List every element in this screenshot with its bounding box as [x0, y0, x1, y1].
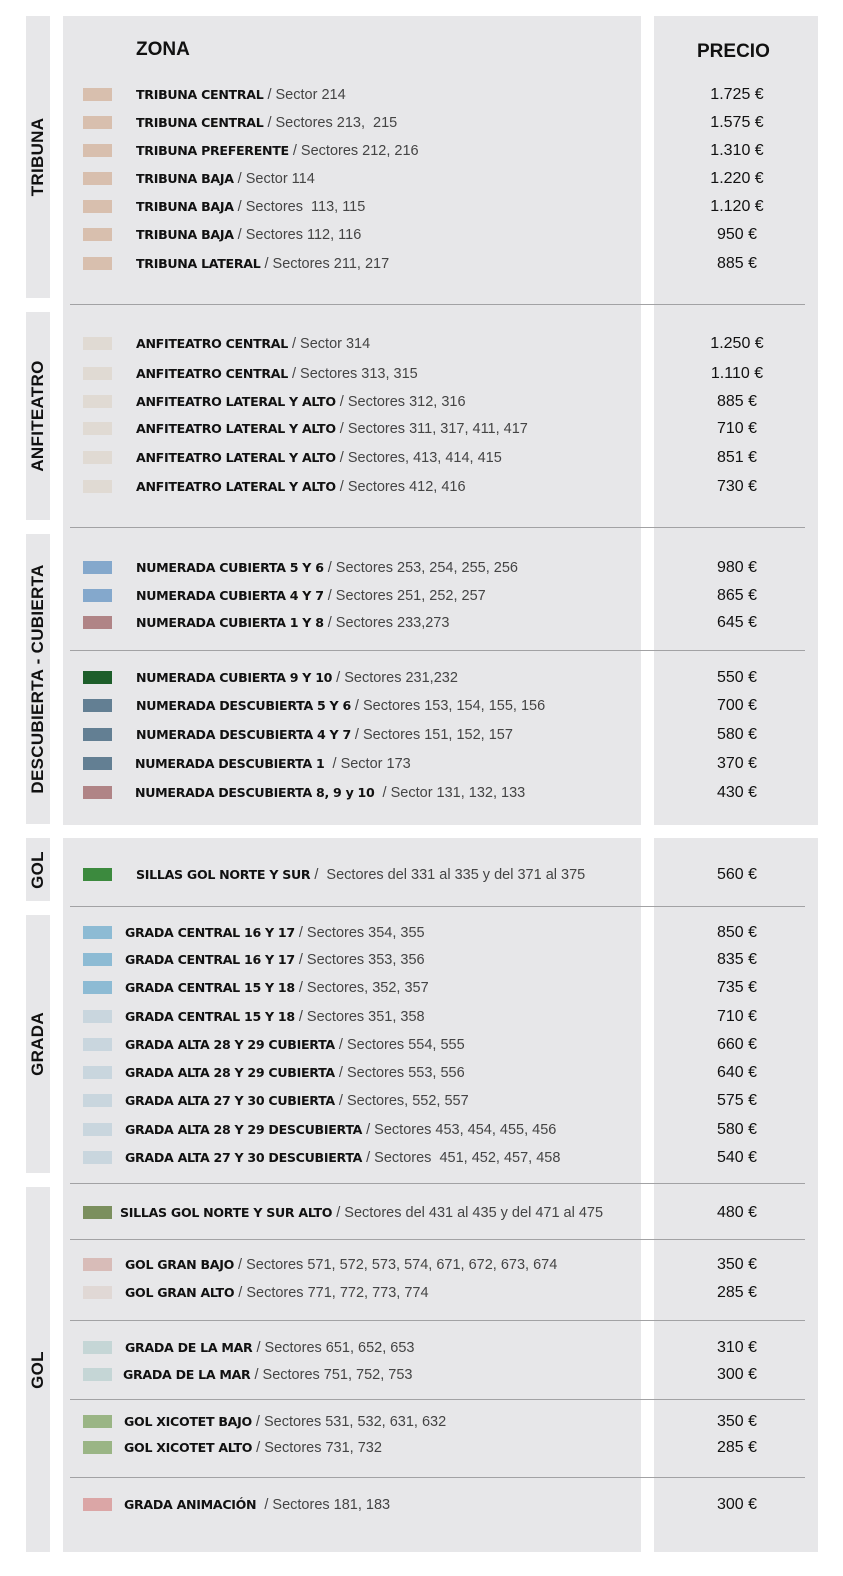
zone-color-swatch	[83, 228, 112, 241]
zone-price: 540 €	[716, 1149, 758, 1166]
zone-color-swatch	[83, 1123, 112, 1136]
zone-name: GRADA ALTA 28 Y 29 DESCUBIERTA	[125, 1122, 363, 1137]
divider	[70, 1239, 805, 1240]
divider	[70, 1183, 805, 1184]
divider	[70, 1320, 805, 1321]
zone-name: GRADA CENTRAL 15 Y 18	[125, 980, 295, 995]
zone-label	[136, 363, 418, 385]
zone-color-swatch	[83, 1038, 112, 1051]
zone-name: SILLAS GOL NORTE Y SUR ALTO	[120, 1205, 333, 1220]
zone-sectors: / Sectores 153, 154, 155, 156	[350, 698, 546, 714]
zone-color-swatch	[83, 981, 112, 994]
zone-price: 350 €	[716, 1413, 758, 1430]
zone-price: 730 €	[716, 478, 758, 495]
zone-color-swatch	[83, 1415, 112, 1428]
tab-gol	[26, 838, 50, 901]
zone-price: 300 €	[716, 1496, 758, 1513]
zone-name: GRADA ALTA 28 Y 29 CUBIERTA	[125, 1037, 335, 1052]
zone-name: GRADA DE LA MAR	[123, 1367, 251, 1382]
zone-sectors: / Sector 214	[263, 87, 346, 103]
zone-price: 370 €	[716, 755, 758, 772]
zone-sectors: / Sector 314	[287, 336, 371, 352]
zone-price: 710 €	[716, 420, 758, 437]
zone-name: GOL XICOTET BAJO	[124, 1414, 252, 1429]
zone-label	[136, 84, 346, 106]
zone-price: 645 €	[716, 614, 758, 631]
zone-color-swatch	[83, 1066, 112, 1079]
zone-name: GRADA ANIMACIÓN	[124, 1497, 257, 1512]
zone-name: ANFITEATRO CENTRAL	[136, 336, 288, 351]
zone-name: TRIBUNA BAJA	[136, 171, 234, 186]
zone-color-swatch	[83, 589, 112, 602]
zone-price: 300 €	[716, 1366, 758, 1383]
zone-price: 430 €	[716, 784, 758, 801]
zone-label	[136, 476, 466, 498]
divider	[70, 906, 805, 907]
zone-sectors: / Sectores 253, 254, 255, 256	[323, 560, 518, 576]
zone-sectors: / Sectores 211, 217	[260, 256, 390, 272]
zone-color-swatch	[83, 699, 112, 712]
zone-color-swatch	[83, 926, 112, 939]
zone-sectors: / Sectores 112, 116	[233, 227, 362, 243]
zone-label	[136, 140, 419, 162]
zone-color-swatch	[83, 1286, 112, 1299]
tab-label: TRIBUNA	[28, 117, 47, 197]
zone-label	[125, 1119, 556, 1141]
zone-sectors: / Sectores 751, 752, 753	[250, 1367, 413, 1383]
zone-label	[124, 1437, 382, 1459]
zone-price: 710 €	[716, 1008, 758, 1025]
tab-label: GRADA	[28, 1012, 47, 1076]
zone-price: 835 €	[716, 951, 758, 968]
zone-name: SILLAS GOL NORTE Y SUR	[136, 867, 311, 882]
zone-name: GRADA ALTA 27 Y 30 DESCUBIERTA	[125, 1150, 363, 1165]
zone-name: NUMERADA DESCUBIERTA 8, 9 y 10	[135, 785, 375, 800]
zone-name: GRADA CENTRAL 15 Y 18	[125, 1009, 295, 1024]
zone-label	[125, 1147, 560, 1169]
zone-sectors: / Sectores 412, 416	[335, 479, 466, 495]
tab-gol-lower	[26, 1187, 50, 1552]
zone-color-swatch	[83, 953, 112, 966]
zone-name: GRADA ALTA 27 Y 30 CUBIERTA	[125, 1093, 335, 1108]
zone-sectors: / Sectores 181, 183	[256, 1497, 391, 1513]
zone-color-swatch	[83, 561, 112, 574]
zone-name: TRIBUNA LATERAL	[136, 256, 261, 271]
zone-label	[136, 196, 365, 218]
zone-label	[125, 1282, 429, 1304]
zone-color-swatch	[83, 786, 112, 799]
zone-sectors: / Sectores 553, 556	[334, 1065, 465, 1081]
zone-price: 580 €	[716, 1121, 758, 1138]
zone-sectors: / Sectores del 431 al 435 y del 471 al 475	[332, 1205, 604, 1221]
zone-name: TRIBUNA CENTRAL	[136, 87, 264, 102]
tab-label: GOL	[28, 850, 47, 889]
zone-label	[136, 253, 389, 275]
zone-label	[135, 782, 525, 804]
tab-tribuna	[26, 16, 50, 298]
zone-price: 700 €	[716, 697, 758, 714]
zone-name: GOL XICOTET ALTO	[124, 1440, 253, 1455]
zone-sectors: / Sectores, 552, 557	[334, 1093, 469, 1109]
zone-label	[136, 391, 466, 413]
zone-label	[124, 1494, 390, 1516]
zone-name: ANFITEATRO LATERAL Y ALTO	[136, 394, 336, 409]
zone-color-swatch	[83, 451, 112, 464]
zone-name: TRIBUNA PREFERENTE	[136, 143, 289, 158]
zone-color-swatch	[83, 257, 112, 270]
zone-price: 350 €	[716, 1256, 758, 1273]
tab-label: ANFITEATRO	[28, 360, 47, 472]
zone-name: NUMERADA CUBIERTA 9 Y 10	[136, 670, 333, 685]
zone-price: 1.575 €	[710, 114, 764, 131]
zone-color-swatch	[83, 1258, 112, 1271]
zone-color-swatch	[83, 144, 112, 157]
zone-sectors: / Sectores 312, 316	[335, 394, 466, 410]
zone-label	[136, 168, 315, 190]
zone-name: NUMERADA CUBIERTA 5 Y 6	[136, 560, 324, 575]
zone-color-swatch	[83, 868, 112, 881]
zone-label	[135, 753, 411, 775]
zone-label	[136, 695, 545, 717]
zone-price: 1.220 €	[710, 170, 764, 187]
zone-color-swatch	[83, 1094, 112, 1107]
divider	[70, 1399, 805, 1400]
zone-price: 865 €	[716, 587, 758, 604]
precio-header: PRECIO	[697, 41, 770, 62]
zone-name: GRADA CENTRAL 16 Y 17	[125, 952, 295, 967]
zone-label	[125, 1254, 557, 1276]
tab-label: DESCUBIERTA - CUBIERTA	[28, 564, 47, 794]
zone-name: NUMERADA DESCUBIERTA 4 Y 7	[136, 727, 351, 742]
zone-color-swatch	[83, 88, 112, 101]
zone-sectors: / Sectores 453, 454, 455, 456	[362, 1122, 557, 1138]
zone-price: 550 €	[716, 669, 758, 686]
zone-color-swatch	[83, 395, 112, 408]
zone-sectors: / Sectores, 413, 414, 415	[335, 450, 502, 466]
zone-price: 480 €	[716, 1204, 758, 1221]
zone-name: GRADA ALTA 28 Y 29 CUBIERTA	[125, 1065, 335, 1080]
zone-color-swatch	[83, 422, 112, 435]
tab-descubierta-cubierta	[26, 534, 50, 824]
zone-label	[125, 1034, 465, 1056]
zone-sectors: / Sectores 353, 356	[294, 952, 425, 968]
zone-sectors: / Sector 114	[233, 171, 315, 187]
zone-sectors: / Sector 173	[324, 756, 411, 772]
tab-grada	[26, 915, 50, 1173]
zone-price: 660 €	[716, 1036, 758, 1053]
zone-price: 1.310 €	[710, 142, 764, 159]
zone-name: TRIBUNA BAJA	[136, 199, 234, 214]
zone-sectors: / Sectores 113, 115	[233, 199, 366, 215]
zona-header: ZONA	[136, 39, 190, 60]
zone-color-swatch	[83, 757, 112, 770]
zone-price: 580 €	[716, 726, 758, 743]
zone-color-swatch	[83, 1441, 112, 1454]
zone-sectors: / Sectores 313, 315	[287, 366, 418, 382]
zone-price: 560 €	[716, 866, 758, 883]
zone-label	[136, 585, 486, 607]
zone-color-swatch	[83, 1151, 112, 1164]
zone-label	[125, 949, 425, 971]
zone-name: NUMERADA CUBIERTA 4 Y 7	[136, 588, 324, 603]
zone-color-swatch	[83, 1010, 112, 1023]
zone-color-swatch	[83, 728, 112, 741]
zone-sectors: / Sectores, 352, 357	[294, 980, 429, 996]
zone-label	[125, 1006, 425, 1028]
zone-price: 980 €	[716, 559, 758, 576]
zone-color-swatch	[83, 337, 112, 350]
zone-sectors: / Sectores 354, 355	[294, 925, 425, 941]
zone-label	[136, 667, 458, 689]
zone-color-swatch	[83, 200, 112, 213]
zone-price: 1.250 €	[710, 335, 764, 352]
divider	[70, 1477, 805, 1478]
zone-label	[125, 922, 425, 944]
zone-color-swatch	[83, 671, 112, 684]
tab-label: GOL	[28, 1350, 47, 1389]
zone-sectors: / Sectores 351, 358	[294, 1009, 425, 1025]
zone-label	[136, 224, 361, 246]
zone-sectors: / Sectores 231,232	[332, 670, 458, 686]
zone-name: TRIBUNA BAJA	[136, 227, 234, 242]
zone-sectors: / Sectores 251, 252, 257	[323, 588, 486, 604]
zone-price: 285 €	[716, 1439, 758, 1456]
zone-label	[136, 333, 370, 355]
zone-sectors: / Sectores 531, 532, 631, 632	[251, 1414, 447, 1430]
zone-name: NUMERADA CUBIERTA 1 Y 8	[136, 615, 324, 630]
zone-name: TRIBUNA CENTRAL	[136, 115, 264, 130]
zone-label	[124, 1411, 446, 1433]
zone-sectors: / Sectores del 331 al 335 y del 371 al 375	[310, 867, 586, 883]
zone-name: ANFITEATRO LATERAL Y ALTO	[136, 479, 336, 494]
zone-color-swatch	[83, 1341, 112, 1354]
zone-sectors: / Sectores 651, 652, 653	[252, 1340, 415, 1356]
zone-price: 851 €	[716, 449, 758, 466]
zone-label	[136, 112, 397, 134]
zone-label	[136, 447, 502, 469]
zone-name: GRADA CENTRAL 16 Y 17	[125, 925, 295, 940]
zone-label	[125, 1090, 469, 1112]
zone-label	[136, 612, 449, 634]
zone-color-swatch	[83, 116, 112, 129]
zone-label	[136, 557, 518, 579]
zone-label	[125, 977, 429, 999]
zone-sectors: / Sectores 233,273	[323, 615, 450, 631]
zone-price: 285 €	[716, 1284, 758, 1301]
zone-name: NUMERADA DESCUBIERTA 5 Y 6	[136, 698, 351, 713]
zone-sectors: / Sectores 212, 216	[288, 143, 419, 159]
zone-sectors: / Sectores 571, 572, 573, 574, 671, 672, 673, 674	[234, 1257, 558, 1273]
zone-price: 640 €	[716, 1064, 758, 1081]
zone-price: 885 €	[716, 255, 758, 272]
zone-name: GOL GRAN BAJO	[125, 1257, 234, 1272]
zone-label	[125, 1062, 465, 1084]
zone-label	[136, 864, 585, 886]
zone-sectors: / Sectores 771, 772, 773, 774	[234, 1285, 429, 1301]
zone-price: 735 €	[716, 979, 758, 996]
zone-label	[120, 1202, 603, 1224]
zone-sectors: / Sectores 151, 152, 157	[350, 727, 513, 743]
zone-color-swatch	[83, 1206, 112, 1219]
divider	[70, 650, 805, 651]
zone-price: 885 €	[716, 393, 758, 410]
zone-price: 310 €	[716, 1339, 758, 1356]
zone-sectors: / Sectores 554, 555	[334, 1037, 465, 1053]
zone-name: ANFITEATRO CENTRAL	[136, 366, 288, 381]
zone-color-swatch	[83, 480, 112, 493]
zone-label	[125, 1337, 414, 1359]
zone-sectors: / Sectores 451, 452, 457, 458	[362, 1150, 561, 1166]
zone-label	[136, 724, 513, 746]
zone-name: ANFITEATRO LATERAL Y ALTO	[136, 450, 336, 465]
zone-price: 1.110 €	[710, 365, 764, 382]
zone-sectors: / Sectores 731, 732	[252, 1440, 382, 1456]
zone-color-swatch	[83, 1498, 112, 1511]
zone-name: NUMERADA DESCUBIERTA 1	[135, 756, 325, 771]
zone-color-swatch	[83, 172, 112, 185]
zone-color-swatch	[83, 367, 112, 380]
zone-sectors: / Sectores 213, 215	[263, 115, 398, 131]
zone-price: 575 €	[716, 1092, 758, 1109]
zone-label	[136, 418, 528, 440]
divider	[70, 527, 805, 528]
zone-price: 1.120 €	[710, 198, 764, 215]
zone-name: GRADA DE LA MAR	[125, 1340, 253, 1355]
zone-color-swatch	[83, 616, 112, 629]
zone-sectors: / Sectores 311, 317, 411, 417	[335, 421, 528, 437]
zone-color-swatch	[83, 1368, 112, 1381]
zone-label	[123, 1364, 412, 1386]
zone-sectors: / Sector 131, 132, 133	[374, 785, 526, 801]
zone-name: ANFITEATRO LATERAL Y ALTO	[136, 421, 336, 436]
tab-anfiteatro	[26, 312, 50, 520]
zone-name: GOL GRAN ALTO	[125, 1285, 235, 1300]
zone-price: 850 €	[716, 924, 758, 941]
zone-price: 950 €	[716, 226, 758, 243]
divider	[70, 304, 805, 305]
zone-price: 1.725 €	[710, 86, 764, 103]
